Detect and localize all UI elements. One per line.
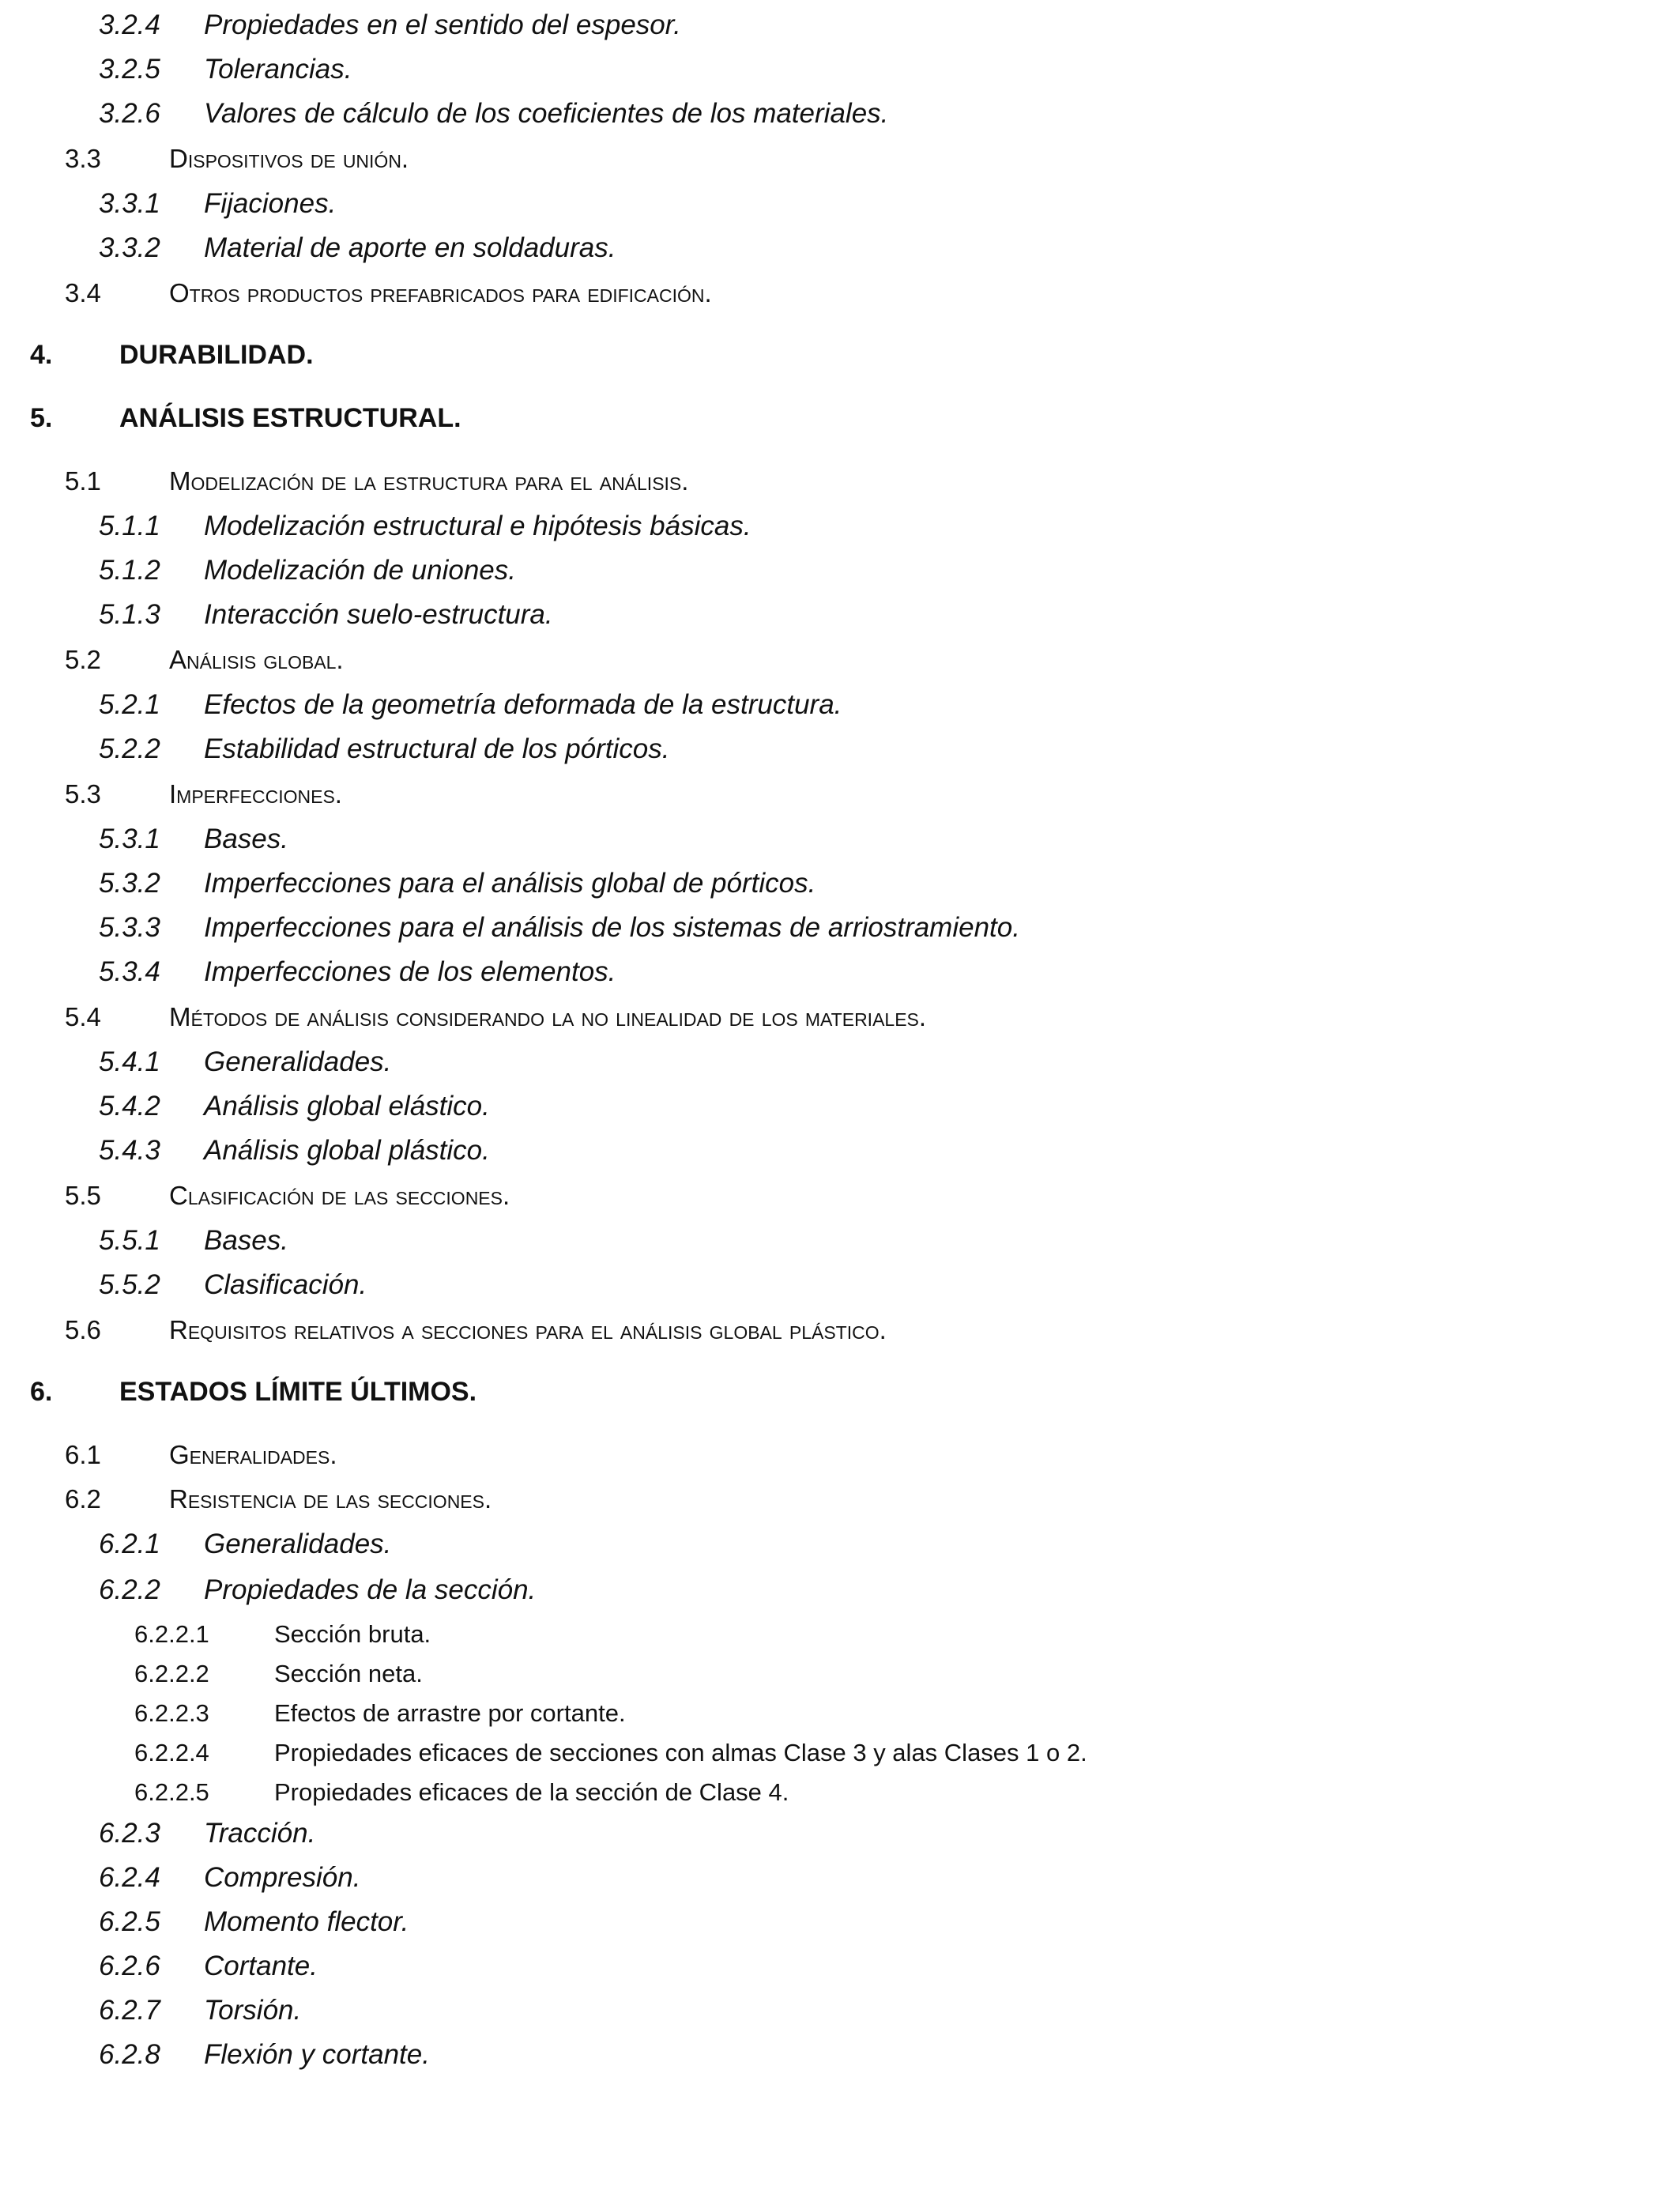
toc-entry-number: 5.5.2 — [99, 1269, 160, 1300]
toc-entry-title: Bases. — [204, 824, 288, 854]
toc-entry-number: 5.1.1 — [99, 511, 160, 541]
toc-entry-number: 3.3 — [65, 144, 101, 173]
toc-entry-number: 5.3.4 — [99, 956, 160, 987]
toc-entry-title: Bases. — [204, 1225, 288, 1256]
toc-entry-number: 5.4.1 — [99, 1046, 160, 1077]
toc-entry-number: 5.5.1 — [99, 1225, 160, 1256]
toc-entry-number: 6.2.3 — [99, 1818, 160, 1849]
toc-entry-number: 6.2.2 — [99, 1574, 160, 1605]
toc-entry-number: 6.2.7 — [99, 1995, 160, 2026]
toc-entry-title: Cortante. — [204, 1951, 318, 1981]
toc-entry-title: Torsión. — [204, 1995, 302, 2026]
toc-entry-number: 6.1 — [65, 1440, 101, 1469]
toc-entry-number: 3.3.1 — [99, 188, 160, 219]
toc-entry-number: 5.2 — [65, 645, 101, 674]
toc-entry-title: Efectos de arrastre por cortante. — [274, 1699, 626, 1727]
toc-entry-title: Modelización de la estructura para el análisis. — [169, 466, 689, 496]
toc-entry-title: Propiedades en el sentido del espesor. — [204, 9, 681, 40]
toc-entry-title: Imperfecciones para el análisis global de pórticos. — [204, 868, 816, 899]
toc-entry-title: Propiedades eficaces de secciones con almas Clase 3 y alas Clases 1 o 2. — [274, 1739, 1087, 1766]
toc-entry-number: 5.2.2 — [99, 733, 160, 764]
toc-entry-title: Dispositivos de unión. — [169, 144, 409, 173]
toc-entry-title: Imperfecciones. — [169, 779, 342, 809]
toc-entry-title: Tracción. — [204, 1818, 316, 1849]
toc-entry-number: 6.2.2.3 — [134, 1699, 209, 1727]
toc-entry-number: 5.4 — [65, 1002, 101, 1031]
toc-entry-title: ANÁLISIS ESTRUCTURAL. — [119, 403, 461, 433]
toc-entry-title: Otros productos prefabricados para edificación. — [169, 278, 712, 307]
toc-entry-number: 6.2.4 — [99, 1862, 160, 1893]
toc-entry-title: Efectos de la geometría deformada de la estructura. — [204, 689, 842, 720]
toc-entry-number: 5.3.2 — [99, 868, 160, 899]
toc-entry-number: 6.2.2.5 — [134, 1778, 209, 1806]
toc-entry-number: 6.2 — [65, 1484, 101, 1514]
toc-entry-number: 3.2.5 — [99, 54, 160, 85]
toc-entry-number: 5.3.1 — [99, 824, 160, 854]
toc-entry-number: 5.4.3 — [99, 1135, 160, 1166]
toc-entry-title: Flexión y cortante. — [204, 2039, 430, 2070]
toc-entry-title: Imperfecciones de los elementos. — [204, 956, 616, 987]
toc-entry-title: Propiedades eficaces de la sección de Clase 4. — [274, 1778, 789, 1806]
toc-entry-title: Material de aporte en soldaduras. — [204, 232, 616, 263]
toc-entry-title: Modelización estructural e hipótesis básicas. — [204, 511, 751, 541]
toc-entry-number: 6.2.2.1 — [134, 1620, 209, 1648]
toc-entry-number: 5.5 — [65, 1181, 101, 1210]
toc-entry-number: 5. — [30, 403, 53, 433]
toc-entry-title: Análisis global. — [169, 645, 344, 674]
toc-entry-number: 6.2.2.4 — [134, 1739, 209, 1766]
toc-entry-title: Tolerancias. — [204, 54, 352, 85]
toc-entry-number: 6.2.8 — [99, 2039, 160, 2070]
toc-entry-title: Análisis global plástico. — [204, 1135, 490, 1166]
toc-entry-number: 5.1.2 — [99, 555, 160, 586]
toc-entry-title: Sección neta. — [274, 1660, 423, 1687]
toc-entry-title: Imperfecciones para el análisis de los sistemas de arriostramiento. — [204, 912, 1020, 943]
toc-entry-number: 6.2.1 — [99, 1529, 160, 1559]
toc-entry-number: 3.4 — [65, 278, 101, 307]
toc-entry-number: 4. — [30, 340, 53, 370]
toc-entry-number: 5.3 — [65, 779, 101, 809]
toc-entry-title: ESTADOS LÍMITE ÚLTIMOS. — [119, 1377, 477, 1407]
toc-entry-title: Sección bruta. — [274, 1620, 431, 1648]
toc-entry-number: 3.2.6 — [99, 98, 160, 129]
toc-entry-title: Generalidades. — [204, 1046, 392, 1077]
toc-entry-number: 5.1 — [65, 466, 101, 496]
toc-entry-number: 6.2.2.2 — [134, 1660, 209, 1687]
toc-entry-number: 3.3.2 — [99, 232, 160, 263]
toc-entry-title: Generalidades. — [169, 1440, 337, 1469]
toc-entry-title: DURABILIDAD. — [119, 340, 314, 370]
toc-entry-title: Fijaciones. — [204, 188, 337, 219]
toc-entry-title: Estabilidad estructural de los pórticos. — [204, 733, 670, 764]
toc-entry-number: 6.2.5 — [99, 1906, 160, 1937]
toc-entry-title: Generalidades. — [204, 1529, 392, 1559]
toc-entry-title: Propiedades de la sección. — [204, 1574, 537, 1605]
toc-entry-title: Requisitos relativos a secciones para el análisis global plástico. — [169, 1315, 887, 1344]
toc-entry-number: 6. — [30, 1377, 53, 1407]
toc-entry-number: 5.2.1 — [99, 689, 160, 720]
toc-entry-number: 3.2.4 — [99, 9, 160, 40]
toc-entry-number: 5.3.3 — [99, 912, 160, 943]
toc-entry-number: 6.2.6 — [99, 1951, 160, 1981]
toc-entry-title: Clasificación de las secciones. — [169, 1181, 510, 1210]
toc-entry-title: Modelización de uniones. — [204, 555, 516, 586]
toc-entry-number: 5.1.3 — [99, 599, 160, 630]
toc-entry-title: Valores de cálculo de los coeficientes de los materiales. — [204, 98, 889, 129]
toc-entry-title: Clasificación. — [204, 1269, 367, 1300]
toc-entry-title: Análisis global elástico. — [204, 1091, 490, 1122]
toc-entry-title: Resistencia de las secciones. — [169, 1484, 492, 1514]
toc-entry-title: Momento flector. — [204, 1906, 409, 1937]
toc-entry-number: 5.6 — [65, 1315, 101, 1344]
toc-entry-title: Interacción suelo-estructura. — [204, 599, 553, 630]
toc-entry-title: Compresión. — [204, 1862, 361, 1893]
toc-entry-number: 5.4.2 — [99, 1091, 160, 1122]
toc-entry-title: Métodos de análisis considerando la no linealidad de los materiales. — [169, 1002, 927, 1031]
